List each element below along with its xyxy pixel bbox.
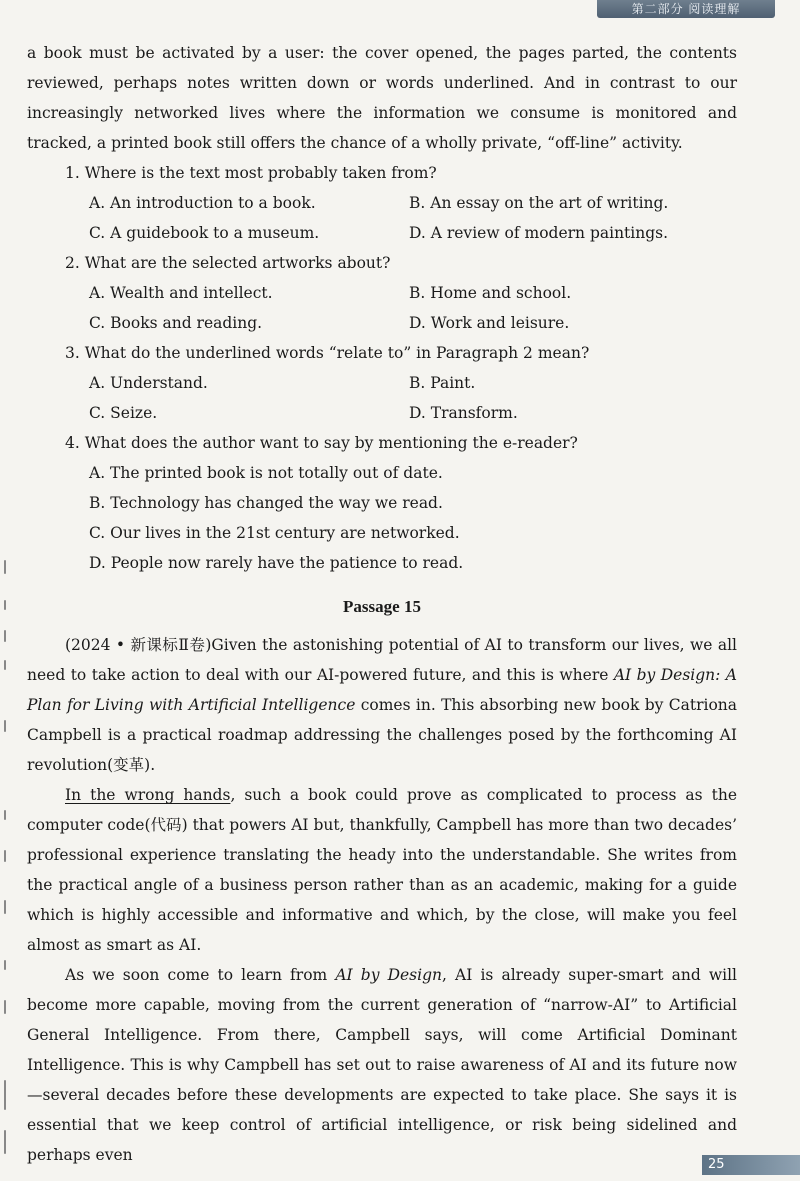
question-stem: 2. What are the selected artworks about?	[65, 254, 391, 272]
option-a: A. An introduction to a book.	[89, 194, 316, 212]
option-d: D. People now rarely have the patience to read.	[89, 554, 464, 572]
passage-title: Passage 15	[343, 597, 421, 616]
page-content	[27, 38, 737, 1170]
option-d: D. Transform.	[409, 404, 518, 422]
option-b: B. Technology has changed the way we read.	[89, 494, 443, 512]
option-c: C. Books and reading.	[89, 314, 263, 332]
option-a: A. Wealth and intellect.	[89, 284, 273, 302]
paragraph-text: comes in. This absorbing new book by Catriona Campbell is a practical roadmap addressing the challenges posed by the forthcoming AI revolution(变革).	[27, 696, 738, 774]
option-d: D. Work and leisure.	[409, 314, 570, 332]
option-a: A. Understand.	[89, 374, 208, 392]
question-stem: 1. Where is the text most probably taken from?	[65, 164, 437, 182]
question-2	[27, 248, 737, 338]
question-options	[89, 368, 737, 428]
option-d: D. A review of modern paintings.	[409, 224, 669, 242]
section-header-tab: 第二部分 阅读理解	[597, 0, 775, 18]
option-c: C. A guidebook to a museum.	[89, 224, 320, 242]
question-3	[27, 338, 737, 428]
option-b: B. Paint.	[409, 374, 476, 392]
option-b: B. An essay on the art of writing.	[409, 194, 669, 212]
paragraph-text: As we soon come to learn from	[65, 966, 336, 984]
question-options	[89, 188, 737, 248]
page-number: 25	[702, 1155, 800, 1175]
option-a: A. The printed book is not totally out of date.	[89, 464, 443, 482]
paragraph-text: (2024 • 新课标Ⅱ卷)Given the astonishing potential of AI to transform our lives, we all need to take action to deal with our AI-powered future, and this is where	[27, 636, 737, 684]
question-1	[27, 158, 737, 248]
paragraph-text: , AI is already super-smart and will become more capable, moving from the current generation of “narrow-AI” to Artificial General Intelligence. From there, Campbell says, will come Artificial Dominant Intelligence. This is why Campbell has set out to raise awareness of AI and its future now—several decades before these developments are expected to take place. She says it is essential that we keep control of artificial intelligence, or risk being sidelined and perhaps even	[27, 966, 738, 1164]
question-options	[89, 458, 737, 578]
question-stem: 4. What does the author want to say by mentioning the e-reader?	[65, 434, 578, 452]
passage15-paragraph-2	[27, 780, 737, 960]
book-title: AI by Design: A Plan for Living with Artificial Intelligence	[27, 666, 737, 714]
option-c: C. Seize.	[89, 404, 158, 422]
passage15-paragraph-3	[27, 960, 737, 1170]
margin-pencil-marks	[2, 560, 14, 1160]
book-title: AI by Design	[335, 966, 442, 984]
option-b: B. Home and school.	[409, 284, 572, 302]
question-options	[89, 278, 737, 338]
underlined-phrase: In the wrong hands	[65, 786, 231, 804]
question-4	[27, 428, 737, 578]
option-c: C. Our lives in the 21st century are networked.	[89, 524, 460, 542]
question-stem: 3. What do the underlined words “relate to” in Paragraph 2 mean?	[65, 344, 590, 362]
paragraph-text: , such a book could prove as complicated to process as the computer code(代码) that powers AI but, thankfully, Campbell has more than two decades’ professional experience translating the heady into the understandable. She writes from the practical angle of a business person rather than as an academic, making for a guide which is highly accessible and informative and which, by the close, will make you feel almost as smart as AI.	[27, 786, 737, 954]
passage14-continuation: a book must be activated by a user: the cover opened, the pages parted, the contents reviewed, perhaps notes written down or words underlined. And in contrast to our increasingly networked lives where the information we consume is monitored and tracked, a printed book still offers the chance of a wholly private, “off-line” activity.	[27, 44, 737, 152]
passage15-paragraph-1	[27, 630, 737, 780]
